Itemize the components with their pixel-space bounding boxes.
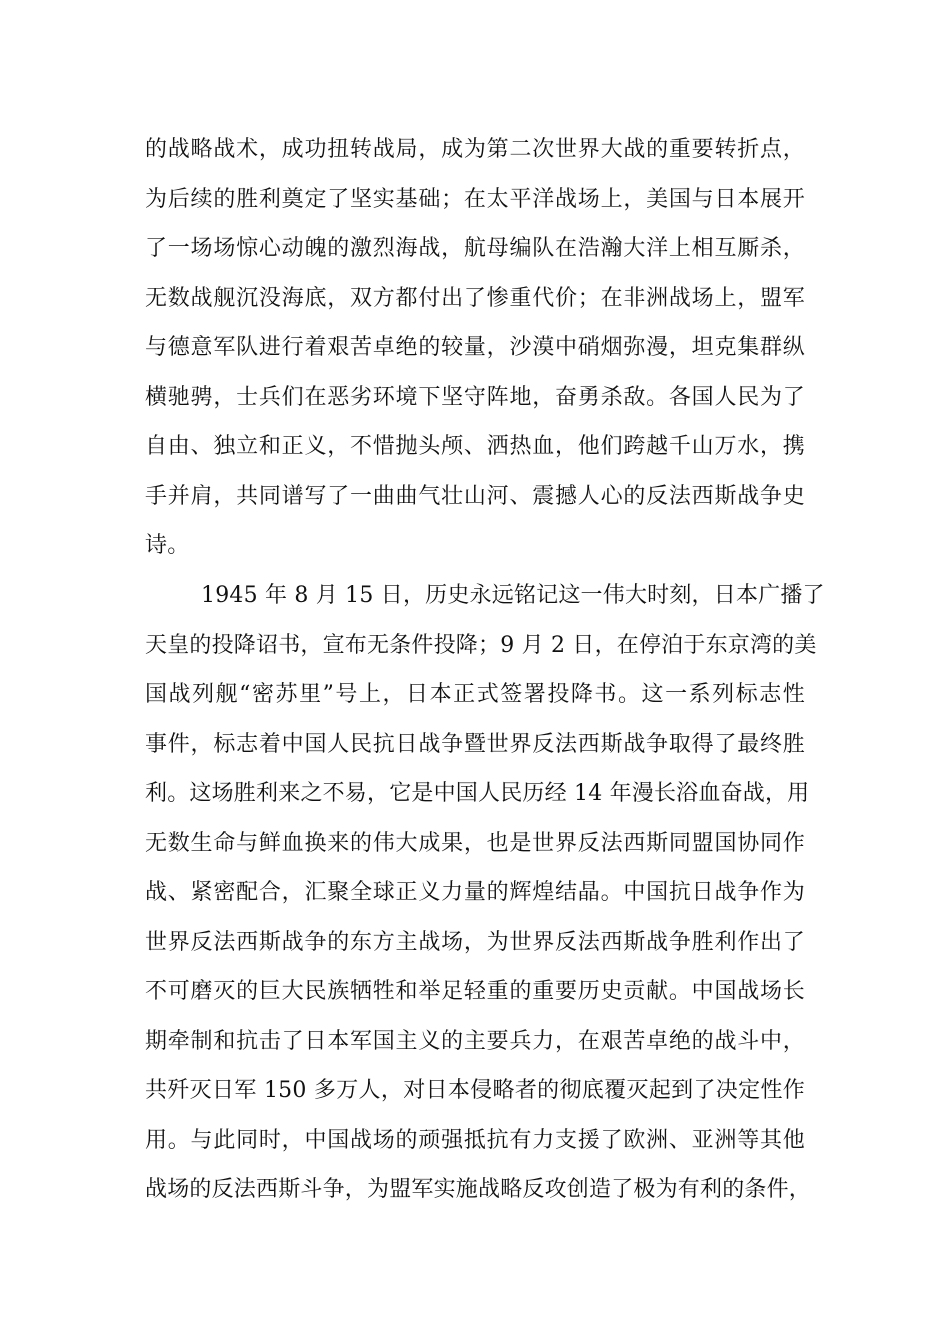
paragraph-victory xyxy=(145,571,825,1215)
text-line: 共歼灭日军 150 多万人，对日本侵略者的彻底覆灭起到了决定性作 xyxy=(145,1078,805,1103)
text-line: 不可磨灭的巨大民族牺牲和举足轻重的重要历史贡献。中国战场长 xyxy=(145,979,805,1004)
text-line: 与德意军队进行着艰苦卓绝的较量，沙漠中硝烟弥漫，坦克集群纵 xyxy=(145,335,805,360)
text-line: 自由、独立和正义，不惜抛头颅、洒热血，他们跨越千山万水，携 xyxy=(145,434,805,459)
text-line: 横驰骋，士兵们在恶劣环境下坚守阵地，奋勇杀敌。各国人民为了 xyxy=(145,384,805,410)
text-line: 战场的反法西斯斗争，为盟军实施战略反攻创造了极为有利的条件， xyxy=(145,1177,812,1202)
text-line: 事件，标志着中国人民抗日战争暨世界反法西斯战争取得了最终胜 xyxy=(145,731,805,757)
text-line: 世界反法西斯战争的东方主战场，为世界反法西斯战争胜利作出了 xyxy=(145,929,805,955)
text-line: 无数战舰沉没海底，双方都付出了惨重代价；在非洲战场上，盟军 xyxy=(145,285,805,311)
text-line: 期牵制和抗击了日本军国主义的主要兵力，在艰苦卓绝的战斗中， xyxy=(145,1028,805,1054)
text-line: 了一场场惊心动魄的激烈海战，航母编队在浩瀚大洋上相互厮杀， xyxy=(145,236,805,261)
text-line-first: 1945 年 8 月 15 日，历史永远铭记这一伟大时刻，日本广播了 xyxy=(201,583,825,608)
text-line: 诗。 xyxy=(145,533,190,558)
text-line: 的战略战术，成功扭转战局，成为第二次世界大战的重要转折点， xyxy=(145,137,805,162)
text-line: 天皇的投降诏书，宣布无条件投降；9 月 2 日，在停泊于东京湾的美 xyxy=(145,632,817,658)
text-line: 用。与此同时，中国战场的顽强抵抗有力支援了欧洲、亚洲等其他 xyxy=(145,1127,805,1153)
text-line: 国战列舰“密苏里”号上，日本正式签署投降书。这一系列标志性 xyxy=(145,682,805,707)
text-line: 无数生命与鲜血换来的伟大成果，也是世界反法西斯同盟国协同作 xyxy=(145,830,805,856)
text-line: 手并肩，共同谱写了一曲曲气壮山河、震撼人心的反法西斯战争史 xyxy=(145,483,805,509)
text-line: 为后续的胜利奠定了坚实基础；在太平洋战场上，美国与日本展开 xyxy=(145,186,805,212)
text-line: 战、紧密配合，汇聚全球正义力量的辉煌结晶。中国抗日战争作为 xyxy=(145,880,805,905)
paragraph-continued xyxy=(145,125,805,571)
text-line: 利。这场胜利来之不易，它是中国人民历经 14 年漫长浴血奋战，用 xyxy=(145,781,810,806)
